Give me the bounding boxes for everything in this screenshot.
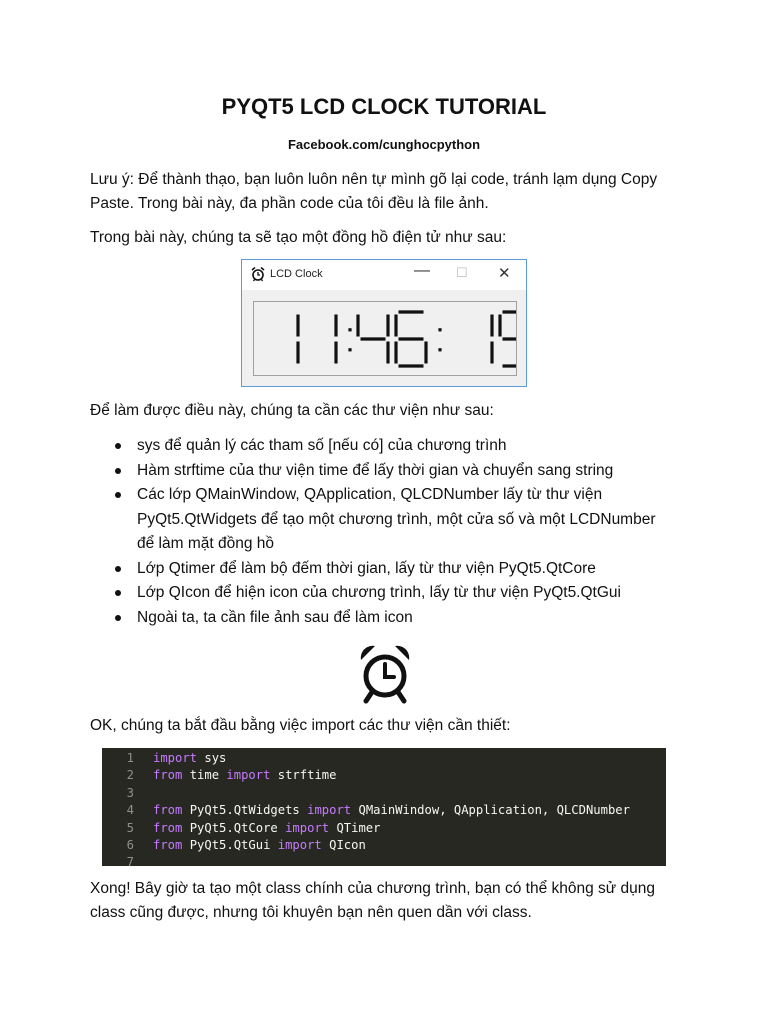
lcd-display — [253, 301, 517, 376]
requirements-paragraph: Để làm được điều này, chúng ta cần các thư viện như sau: — [90, 402, 494, 419]
bullet-text: sys để quản lý các tham số [nếu có] của chương trình — [137, 437, 507, 454]
code-text: QTimer — [329, 820, 381, 835]
bullet-dot — [115, 566, 121, 572]
conclusion-line-2: class cũng được, nhưng tôi khuyên bạn nên quen dần với class. — [90, 904, 532, 921]
bullet-dot — [115, 468, 121, 474]
code-text: QMainWindow, QApplication, QLCDNumber — [351, 803, 630, 818]
code-line — [102, 854, 153, 866]
minimize-button[interactable]: — — [414, 262, 430, 279]
bullet-text: PyQt5.QtWidgets để tạo một chương trình, một cửa số và một LCDNumber — [137, 510, 656, 528]
bullet-text: Hàm strftime của thư viện time để lấy thời gian và chuyển sang string — [137, 461, 614, 479]
bullet-dot — [115, 443, 121, 449]
code-keyword: from — [153, 820, 183, 835]
lcd-clock-window — [241, 259, 527, 387]
note-line-1: Lưu ý: Để thành thạo, bạn luôn luôn nên tự mình gõ lại code, tránh lạm dụng Copy — [90, 171, 658, 188]
bullet-dot — [115, 492, 121, 498]
code-text: PyQt5.QtCore — [182, 820, 286, 835]
code-line — [102, 750, 226, 767]
lcd-colon-dot — [438, 328, 441, 331]
code-keyword: import — [307, 803, 352, 818]
maximize-button[interactable]: ☐ — [456, 265, 468, 280]
intro-paragraph: Trong bài này, chúng ta sẽ tạo một đồng hồ điện tử như sau: — [90, 229, 507, 246]
code-text: sys — [197, 751, 227, 765]
line-number: 2 — [126, 768, 134, 783]
code-text: PyQt5.QtWidgets — [182, 803, 308, 818]
bullet-text: Lớp QIcon để hiện icon của chương trình, lấy từ thư viện PyQt5.QtGui — [137, 584, 621, 601]
page-subtitle: Facebook.com/cunghocpython — [287, 137, 481, 152]
note-line-2: Paste. Trong bài này, đa phần code của tôi đều là file ảnh. — [90, 195, 489, 212]
bullet-item — [112, 557, 712, 582]
bullet-item — [112, 483, 712, 557]
library-bullet-list — [112, 434, 712, 630]
lcd-colon-dot — [348, 348, 351, 351]
close-button[interactable]: ✕ — [498, 265, 511, 282]
code-line — [102, 820, 381, 837]
code-text: time — [182, 768, 227, 783]
window-title: LCD Clock — [270, 268, 323, 280]
code-keyword: from — [153, 838, 183, 852]
code-line — [102, 802, 630, 819]
code-line — [102, 837, 366, 854]
bullet-text: để làm mặt đồng hồ — [137, 535, 275, 552]
code-keyword: from — [153, 768, 183, 783]
lcd-colon-dot — [348, 328, 351, 331]
line-number: 6 — [126, 838, 134, 852]
bullet-item — [112, 459, 712, 484]
window-title-bar — [242, 260, 526, 290]
conclusion-line-1: Xong! Bây giờ ta tạo một class chính của chương trình, bạn có thể không sử dụng — [90, 880, 655, 897]
conclusion-paragraph — [90, 877, 690, 925]
line-number: 3 — [126, 785, 134, 800]
code-text: QIcon — [321, 838, 366, 852]
code-keyword: import — [226, 768, 271, 783]
bullet-text: Các lớp QMainWindow, QApplication, QLCDNumber lấy từ thư viện — [137, 486, 603, 503]
bullet-item — [112, 581, 712, 606]
import-paragraph: OK, chúng ta bắt đầu bằng việc import các thư viện cần thiết: — [90, 717, 511, 734]
code-text: PyQt5.QtGui — [182, 838, 278, 852]
bullet-item — [112, 606, 712, 631]
page-title: PYQT5 LCD CLOCK TUTORIAL — [221, 94, 547, 119]
code-keyword: import — [277, 838, 322, 852]
bullet-text: Ngoài ta, ta cần file ảnh sau để làm icon — [137, 608, 413, 626]
bullet-dot — [115, 615, 121, 621]
lcd-digits — [254, 302, 516, 375]
line-number: 4 — [126, 803, 134, 818]
bullet-text: Lớp Qtimer để làm bộ đếm thời gian, lấy từ thư viện PyQt5.QtCore — [137, 559, 596, 577]
code-line — [102, 785, 153, 802]
code-block — [102, 748, 666, 866]
code-keyword: import — [285, 820, 330, 835]
line-number: 7 — [126, 855, 134, 866]
code-text: strftime — [270, 768, 337, 783]
line-number: 5 — [126, 820, 134, 835]
alarm-clock-icon — [357, 642, 413, 704]
bullet-dot — [115, 590, 121, 596]
note-paragraph — [90, 168, 690, 216]
code-keyword: from — [153, 803, 183, 818]
bullet-item — [112, 434, 712, 459]
code-keyword: import — [153, 751, 198, 765]
code-line — [102, 767, 336, 784]
alarm-clock-icon — [250, 266, 266, 282]
line-number: 1 — [126, 751, 134, 765]
lcd-colon-dot — [438, 348, 441, 351]
